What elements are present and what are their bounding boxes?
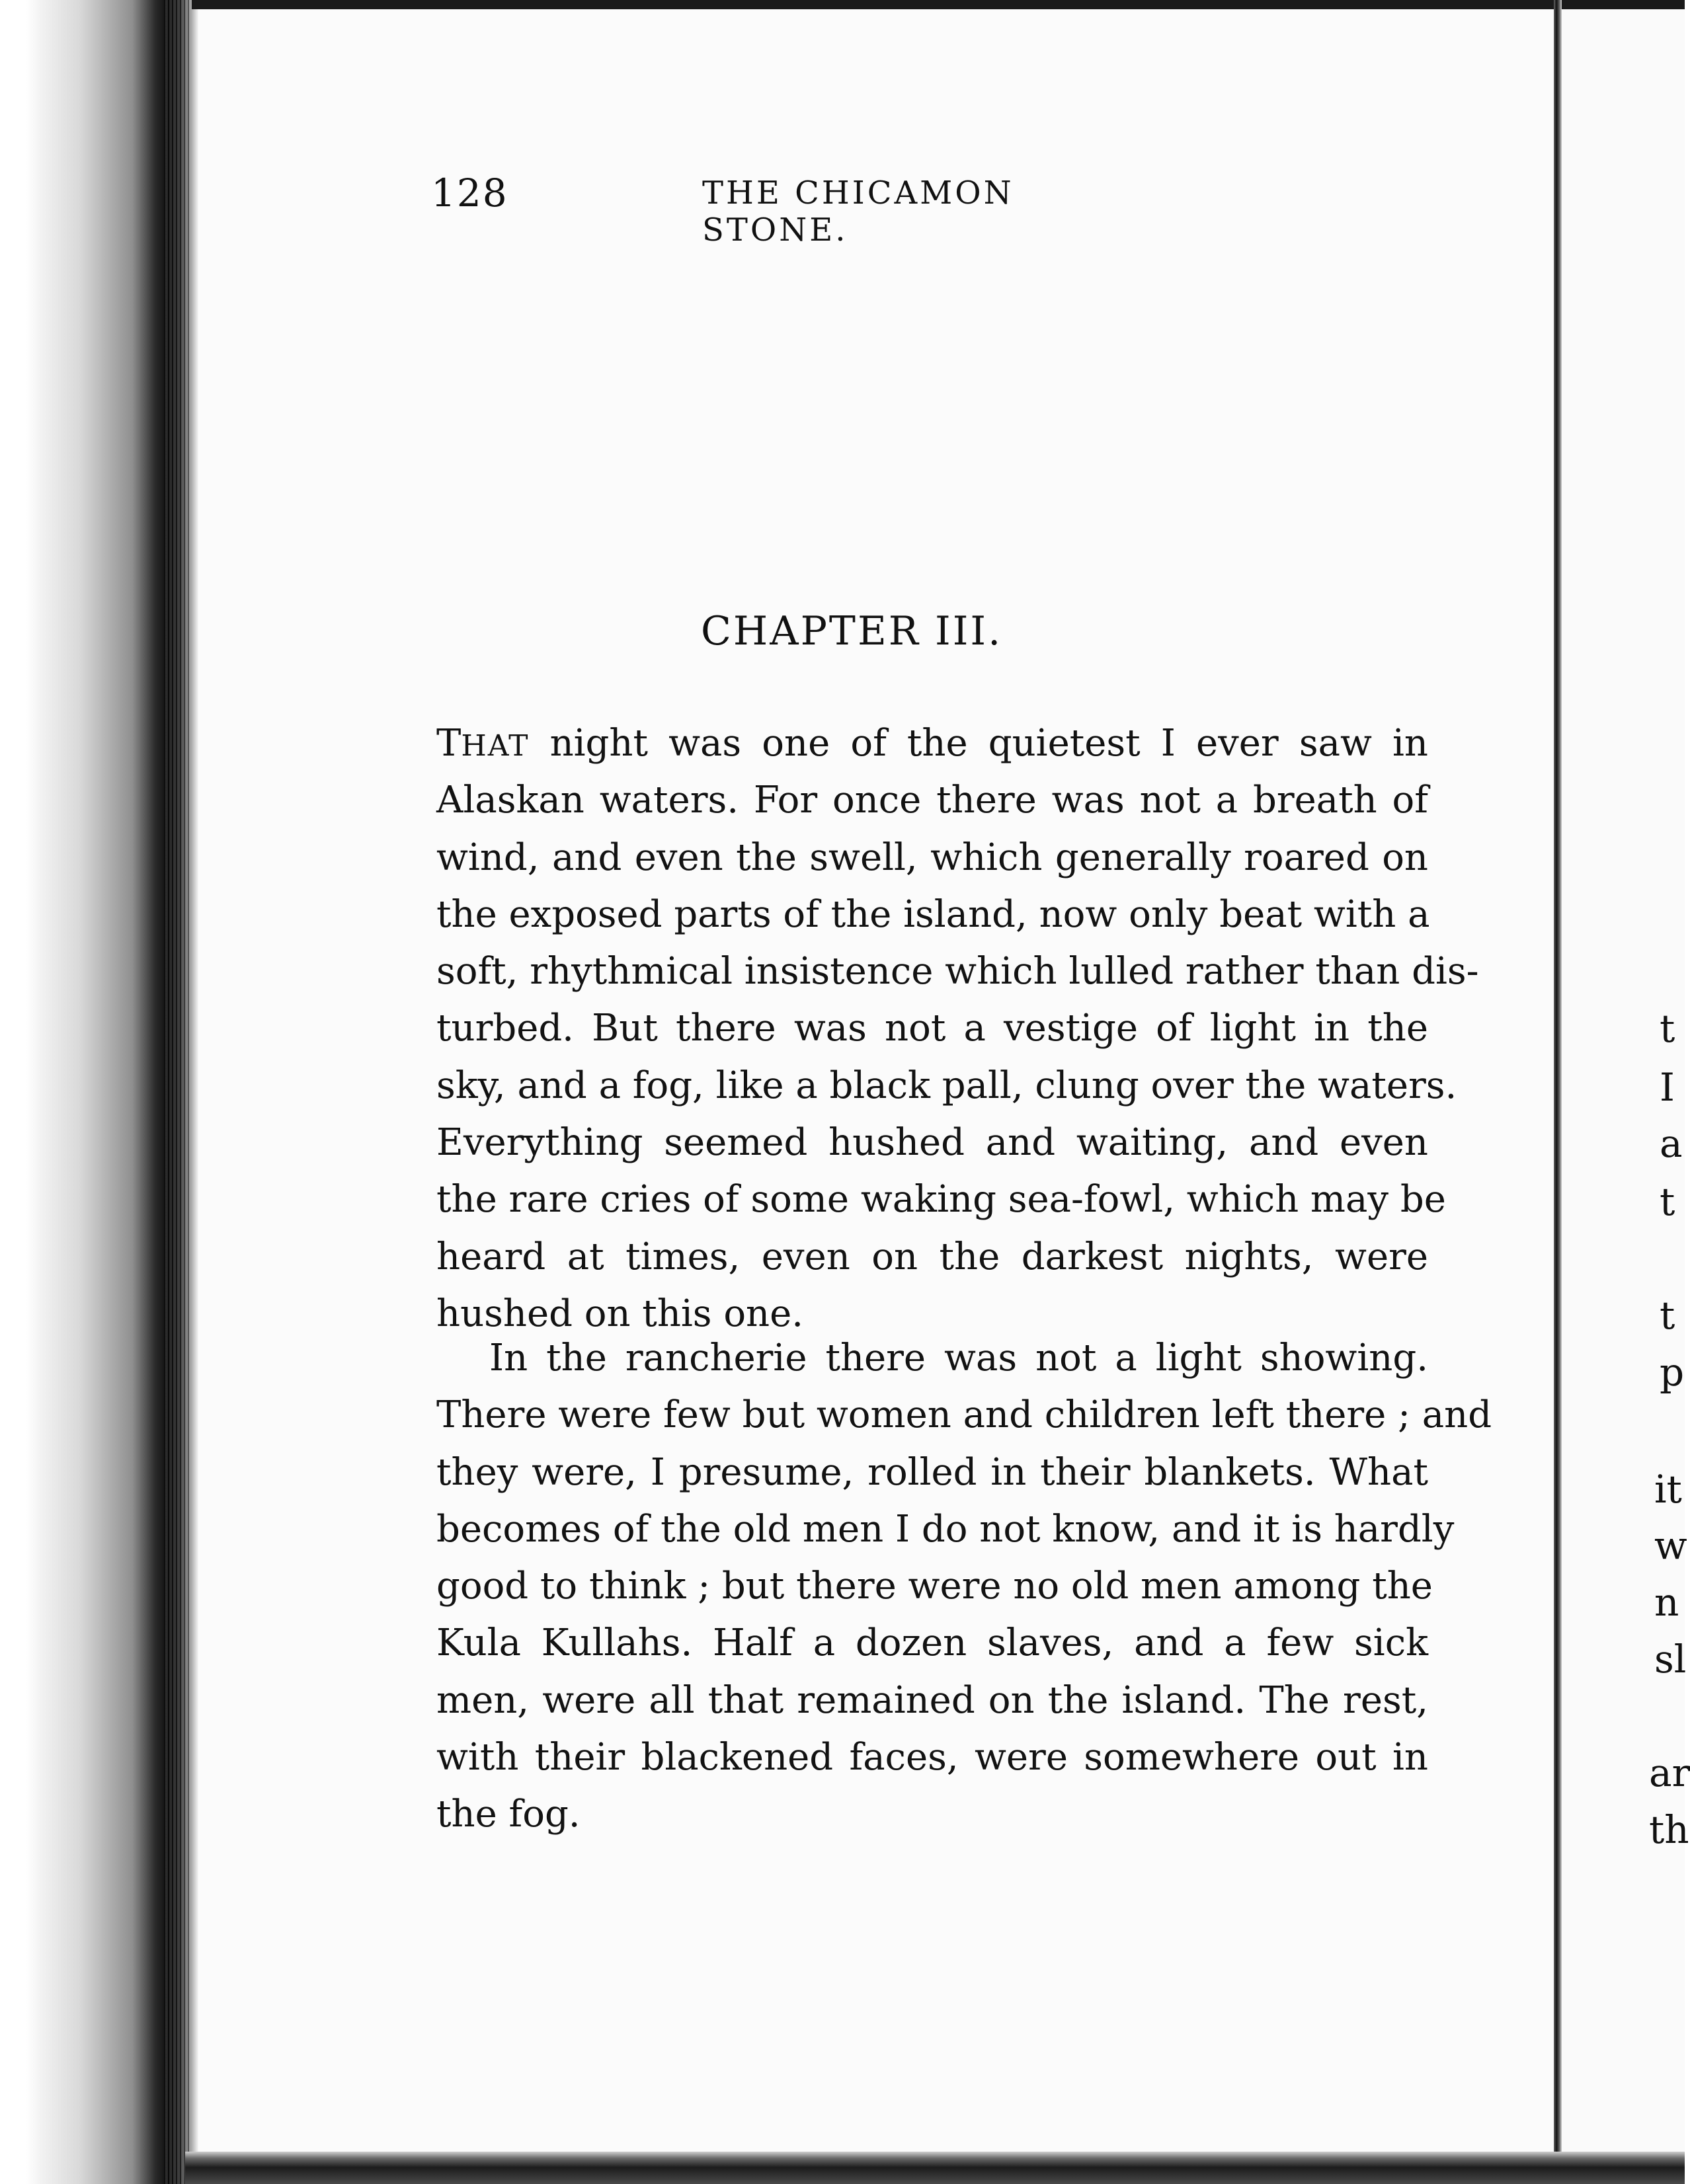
paragraph-line: the fog. — [436, 1793, 581, 1836]
facing-fragment: sl — [1654, 1637, 1687, 1682]
facing-fragment: t — [1660, 1006, 1675, 1051]
top-page-edge — [192, 0, 1685, 9]
paragraph-1 — [436, 715, 1479, 1343]
facing-fragment: a — [1660, 1121, 1683, 1166]
paragraph-line: Everything seemed hushed and waiting, and even — [436, 1121, 1428, 1165]
paragraph-line: men, were all that remained on the island. The rest, — [436, 1678, 1428, 1722]
facing-fragment: I — [1660, 1065, 1675, 1110]
chapter-heading: CHAPTER III. — [701, 608, 1003, 654]
paragraph-line: they were, I presume, rolled in their blankets. What — [436, 1450, 1428, 1494]
small-caps-initial: T — [436, 722, 462, 765]
paragraph-line: hushed on this one. — [436, 1292, 804, 1335]
facing-fragment: w — [1654, 1523, 1687, 1568]
paragraph-line: good to think ; but there were no old men among the — [436, 1565, 1433, 1608]
bottom-page-edge — [185, 2152, 1685, 2184]
facing-fragment: th — [1649, 1807, 1689, 1852]
facing-page — [1562, 9, 1690, 2152]
running-title: THE CHICAMON STONE. — [702, 175, 1014, 249]
facing-fragment: t — [1660, 1179, 1675, 1224]
page-number: 128 — [431, 171, 508, 215]
paragraph-line: turbed. But there was not a vestige of light in the — [436, 1007, 1428, 1050]
small-caps-rest: HAT — [461, 729, 530, 763]
facing-fragment: p — [1660, 1350, 1685, 1395]
page-header — [431, 171, 1158, 249]
page-edges — [164, 0, 190, 2184]
facing-fragment: n — [1654, 1580, 1679, 1625]
facing-fragment: it — [1654, 1467, 1682, 1512]
paragraph-2 — [436, 1330, 1492, 1844]
paragraph-line: with their blackened faces, were somewhere out in — [436, 1736, 1428, 1779]
line-text: night was one of the quietest I ever saw in — [529, 722, 1428, 765]
facing-fragment: t — [1660, 1293, 1675, 1338]
paragraph-line: heard at times, even on the darkest nights, were — [436, 1235, 1428, 1278]
paragraph-line: the rare cries of some waking sea-fowl, which may be — [436, 1178, 1446, 1222]
paragraph-line: Kula Kullahs. Half a dozen slaves, and a few sick — [436, 1621, 1428, 1665]
facing-fragment: ar — [1649, 1750, 1690, 1795]
paragraph-line: the exposed parts of the island, now only beat with a — [436, 892, 1430, 936]
paragraph-line: In the rancherie there was not a light showing. — [489, 1337, 1428, 1380]
paragraph-line: Alaskan waters. For once there was not a breath of — [436, 779, 1428, 822]
paragraph-line: becomes of the old men I do not know, and it is hardly — [436, 1507, 1455, 1551]
paragraph-line: soft, rhythmical insistence which lulled rather than dis- — [436, 950, 1479, 994]
paragraph-line: sky, and a fog, like a black pall, clung over the waters. — [436, 1064, 1457, 1107]
gutter-edge — [1554, 0, 1562, 2184]
paragraph-line: There were few but women and children left there ; and — [436, 1393, 1492, 1437]
paragraph-line — [436, 715, 1428, 772]
paragraph-line: wind, and even the swell, which generally roared on — [436, 836, 1428, 879]
